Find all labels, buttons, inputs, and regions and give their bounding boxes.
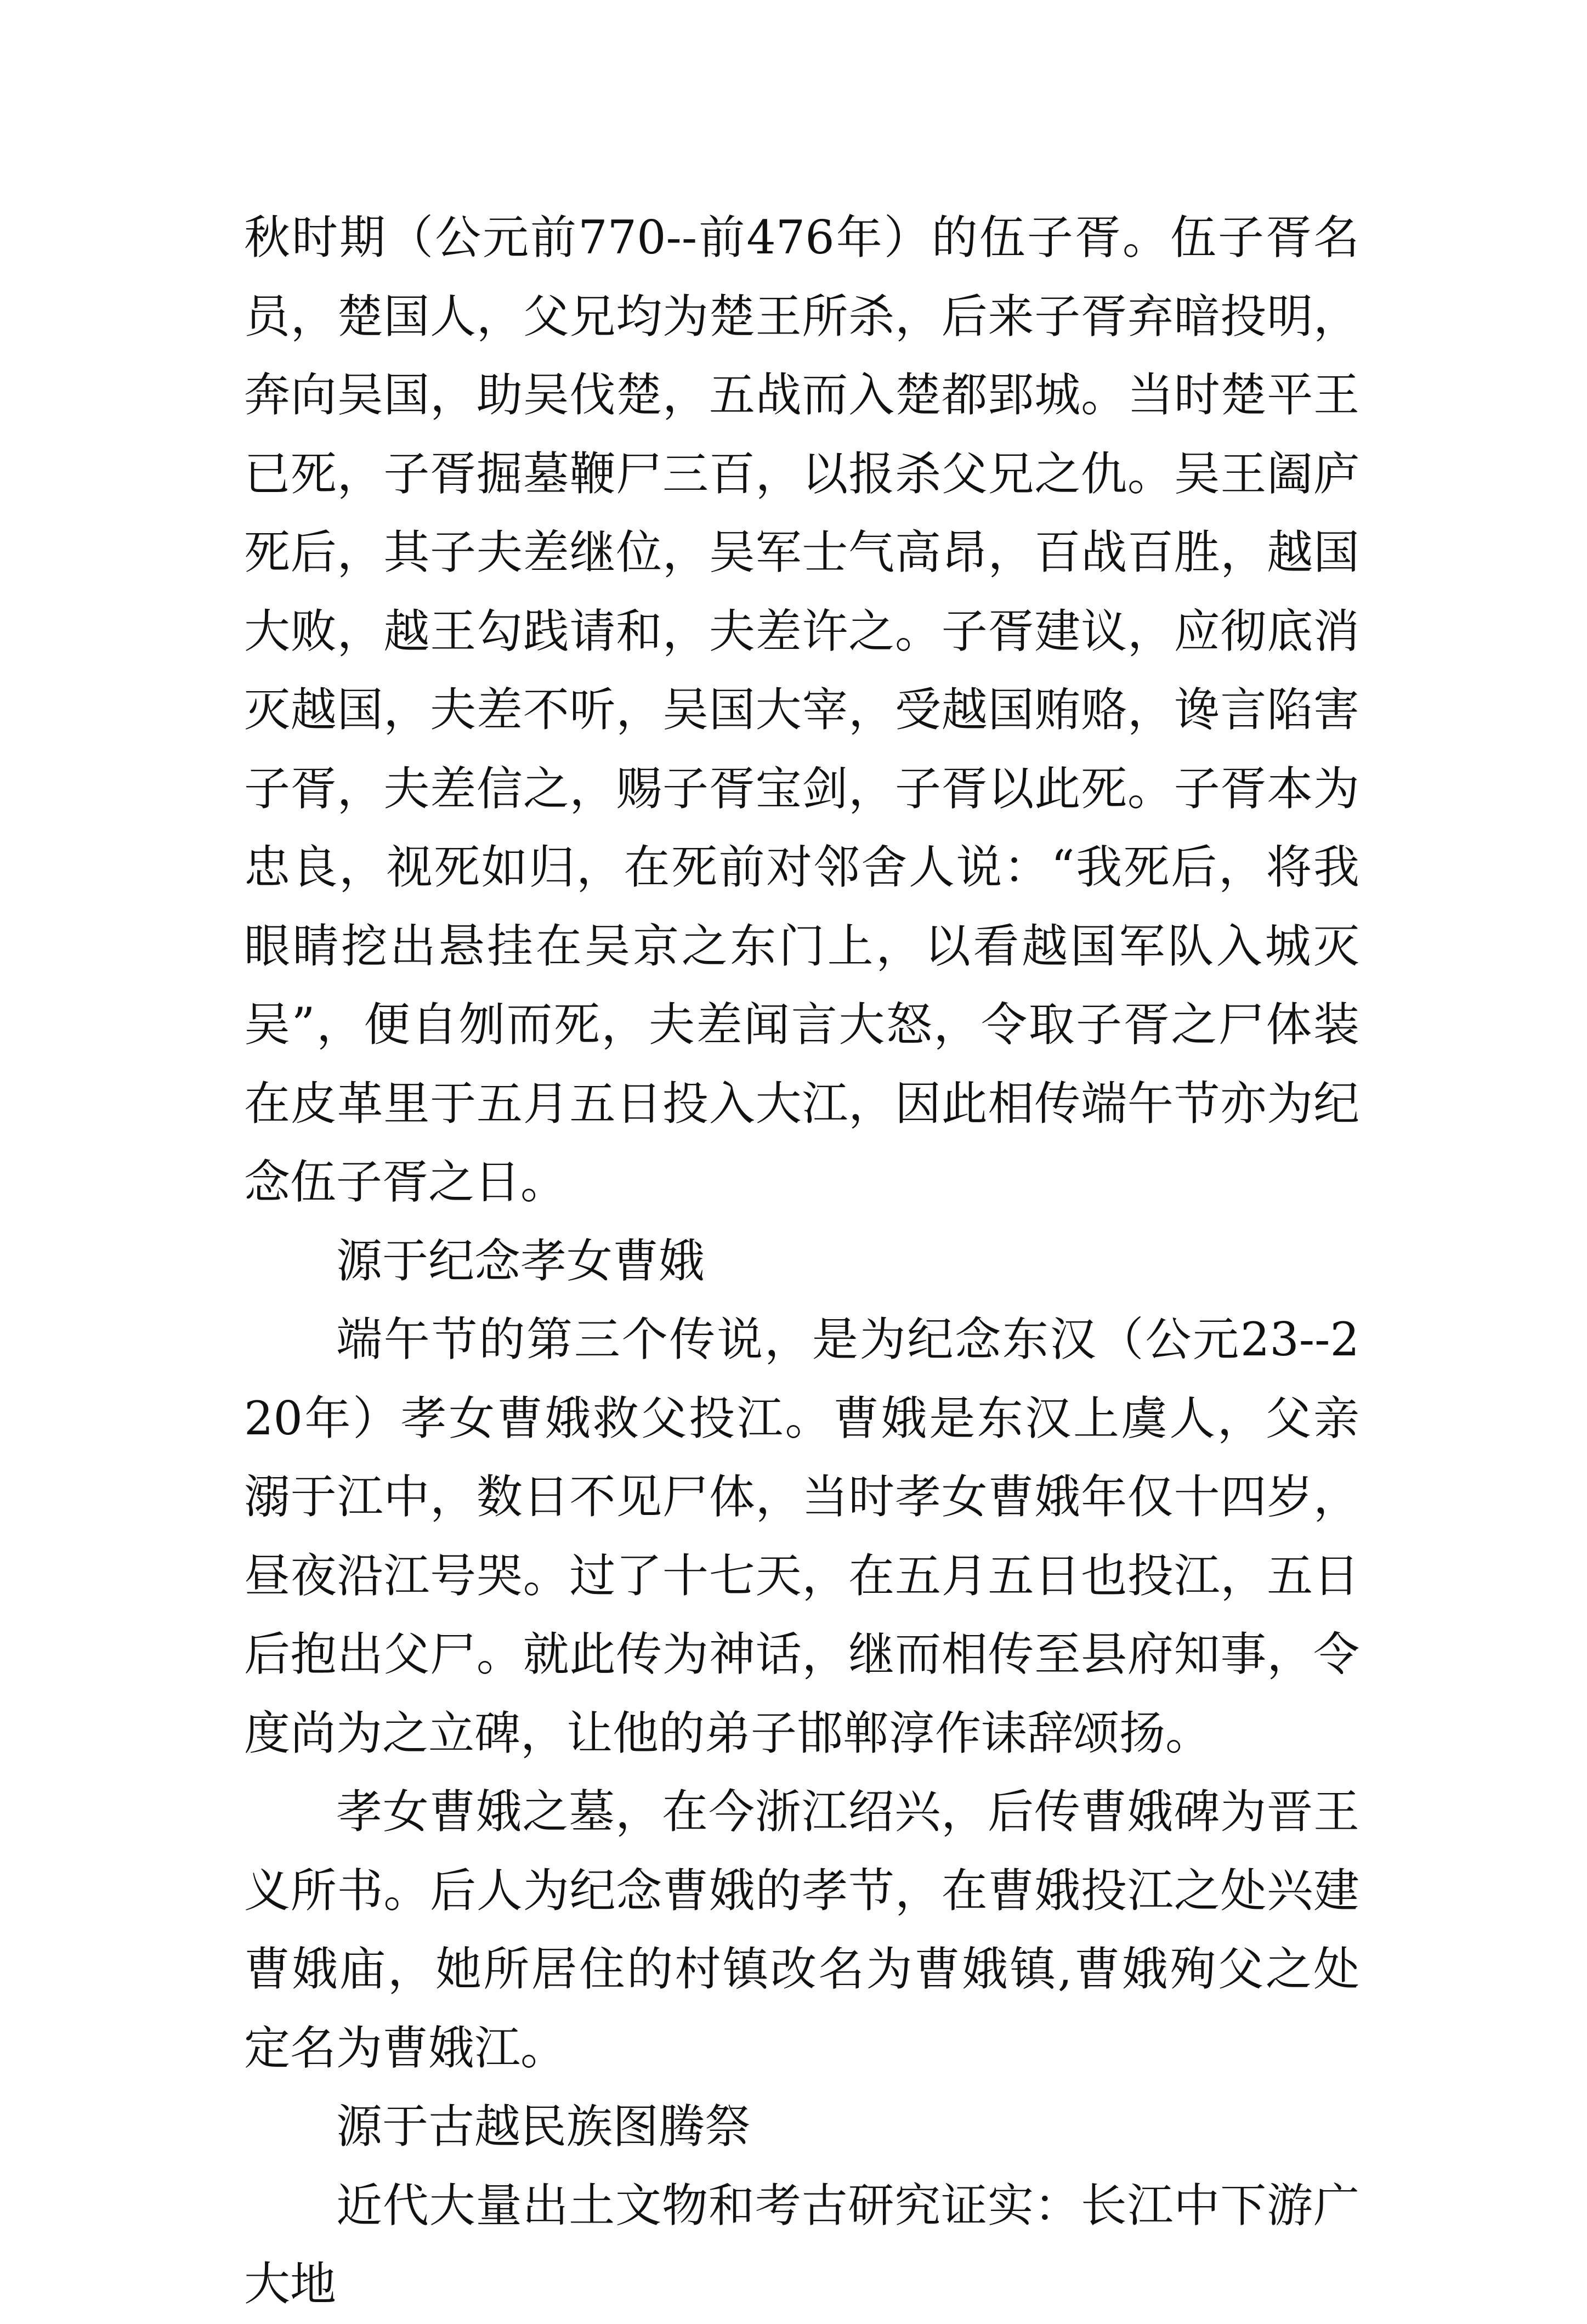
paragraph-archaeology: 近代大量出土文物和考古研究证实：长江中下游广大地 xyxy=(244,2178,1359,2311)
body-text xyxy=(244,199,1359,2324)
heading-totem-worship: 源于古越民族图腾祭 xyxy=(336,2100,751,2153)
paragraph-wu-zixu: 秋时期（公元前770--前476年）的伍子胥。伍子胥名员，楚国人，父兄均为楚王所杀，后来子胥弃暗投明，奔向吴国，助吴伐楚，五战而入楚都郢城。当时楚平王已死，子胥掘墓鞭尸三百，以报杀父兄之仇。吴王阖庐死后，其子夫差继位，吴军士气高昂，百战百胜，越国大败，越王勾践请和，夫差许之。子胥建议，应彻底消灭越国，夫差不听，吴国大宰，受越国贿赂，谗言陷害子胥，夫差信之，赐子胥宝剑，子胥以此死。子胥本为忠良，视死如归，在死前对邻舍人说：“我死后，将我眼睛挖出悬挂在吴京之东门上，以看越国军队入城灭吴”，便自刎而死，夫差闻言大怒，令取子胥之尸体装在皮革里于五月五日投入大江，因此相传端午节亦为纪念伍子胥之日。 xyxy=(244,211,1359,1209)
paragraph-cao-e-tomb: 孝女曹娥之墓，在今浙江绍兴，后传曹娥碑为晋王义所书。后人为纪念曹娥的孝节，在曹娥投江之处兴建曹娥庙，她所居住的村镇改名为曹娥镇,曹娥殉父之处定名为曹娥江。 xyxy=(244,1785,1359,2075)
heading-cao-e: 源于纪念孝女曹娥 xyxy=(336,1234,705,1288)
paragraph-cao-e-legend: 端午节的第三个传说，是为纪念东汉（公元23--220年）孝女曹娥救父投江。曹娥是东汉上虞人，父亲溺于江中，数日不见尸体，当时孝女曹娥年仅十四岁，昼夜沿江号哭。过了十七天，在五月五日也投江，五日后抱出父尸。就此传为神话，继而相传至县府知事，令度尚为之立碑，让他的弟子邯郸淳作诔辞颂扬。 xyxy=(244,1313,1359,1760)
